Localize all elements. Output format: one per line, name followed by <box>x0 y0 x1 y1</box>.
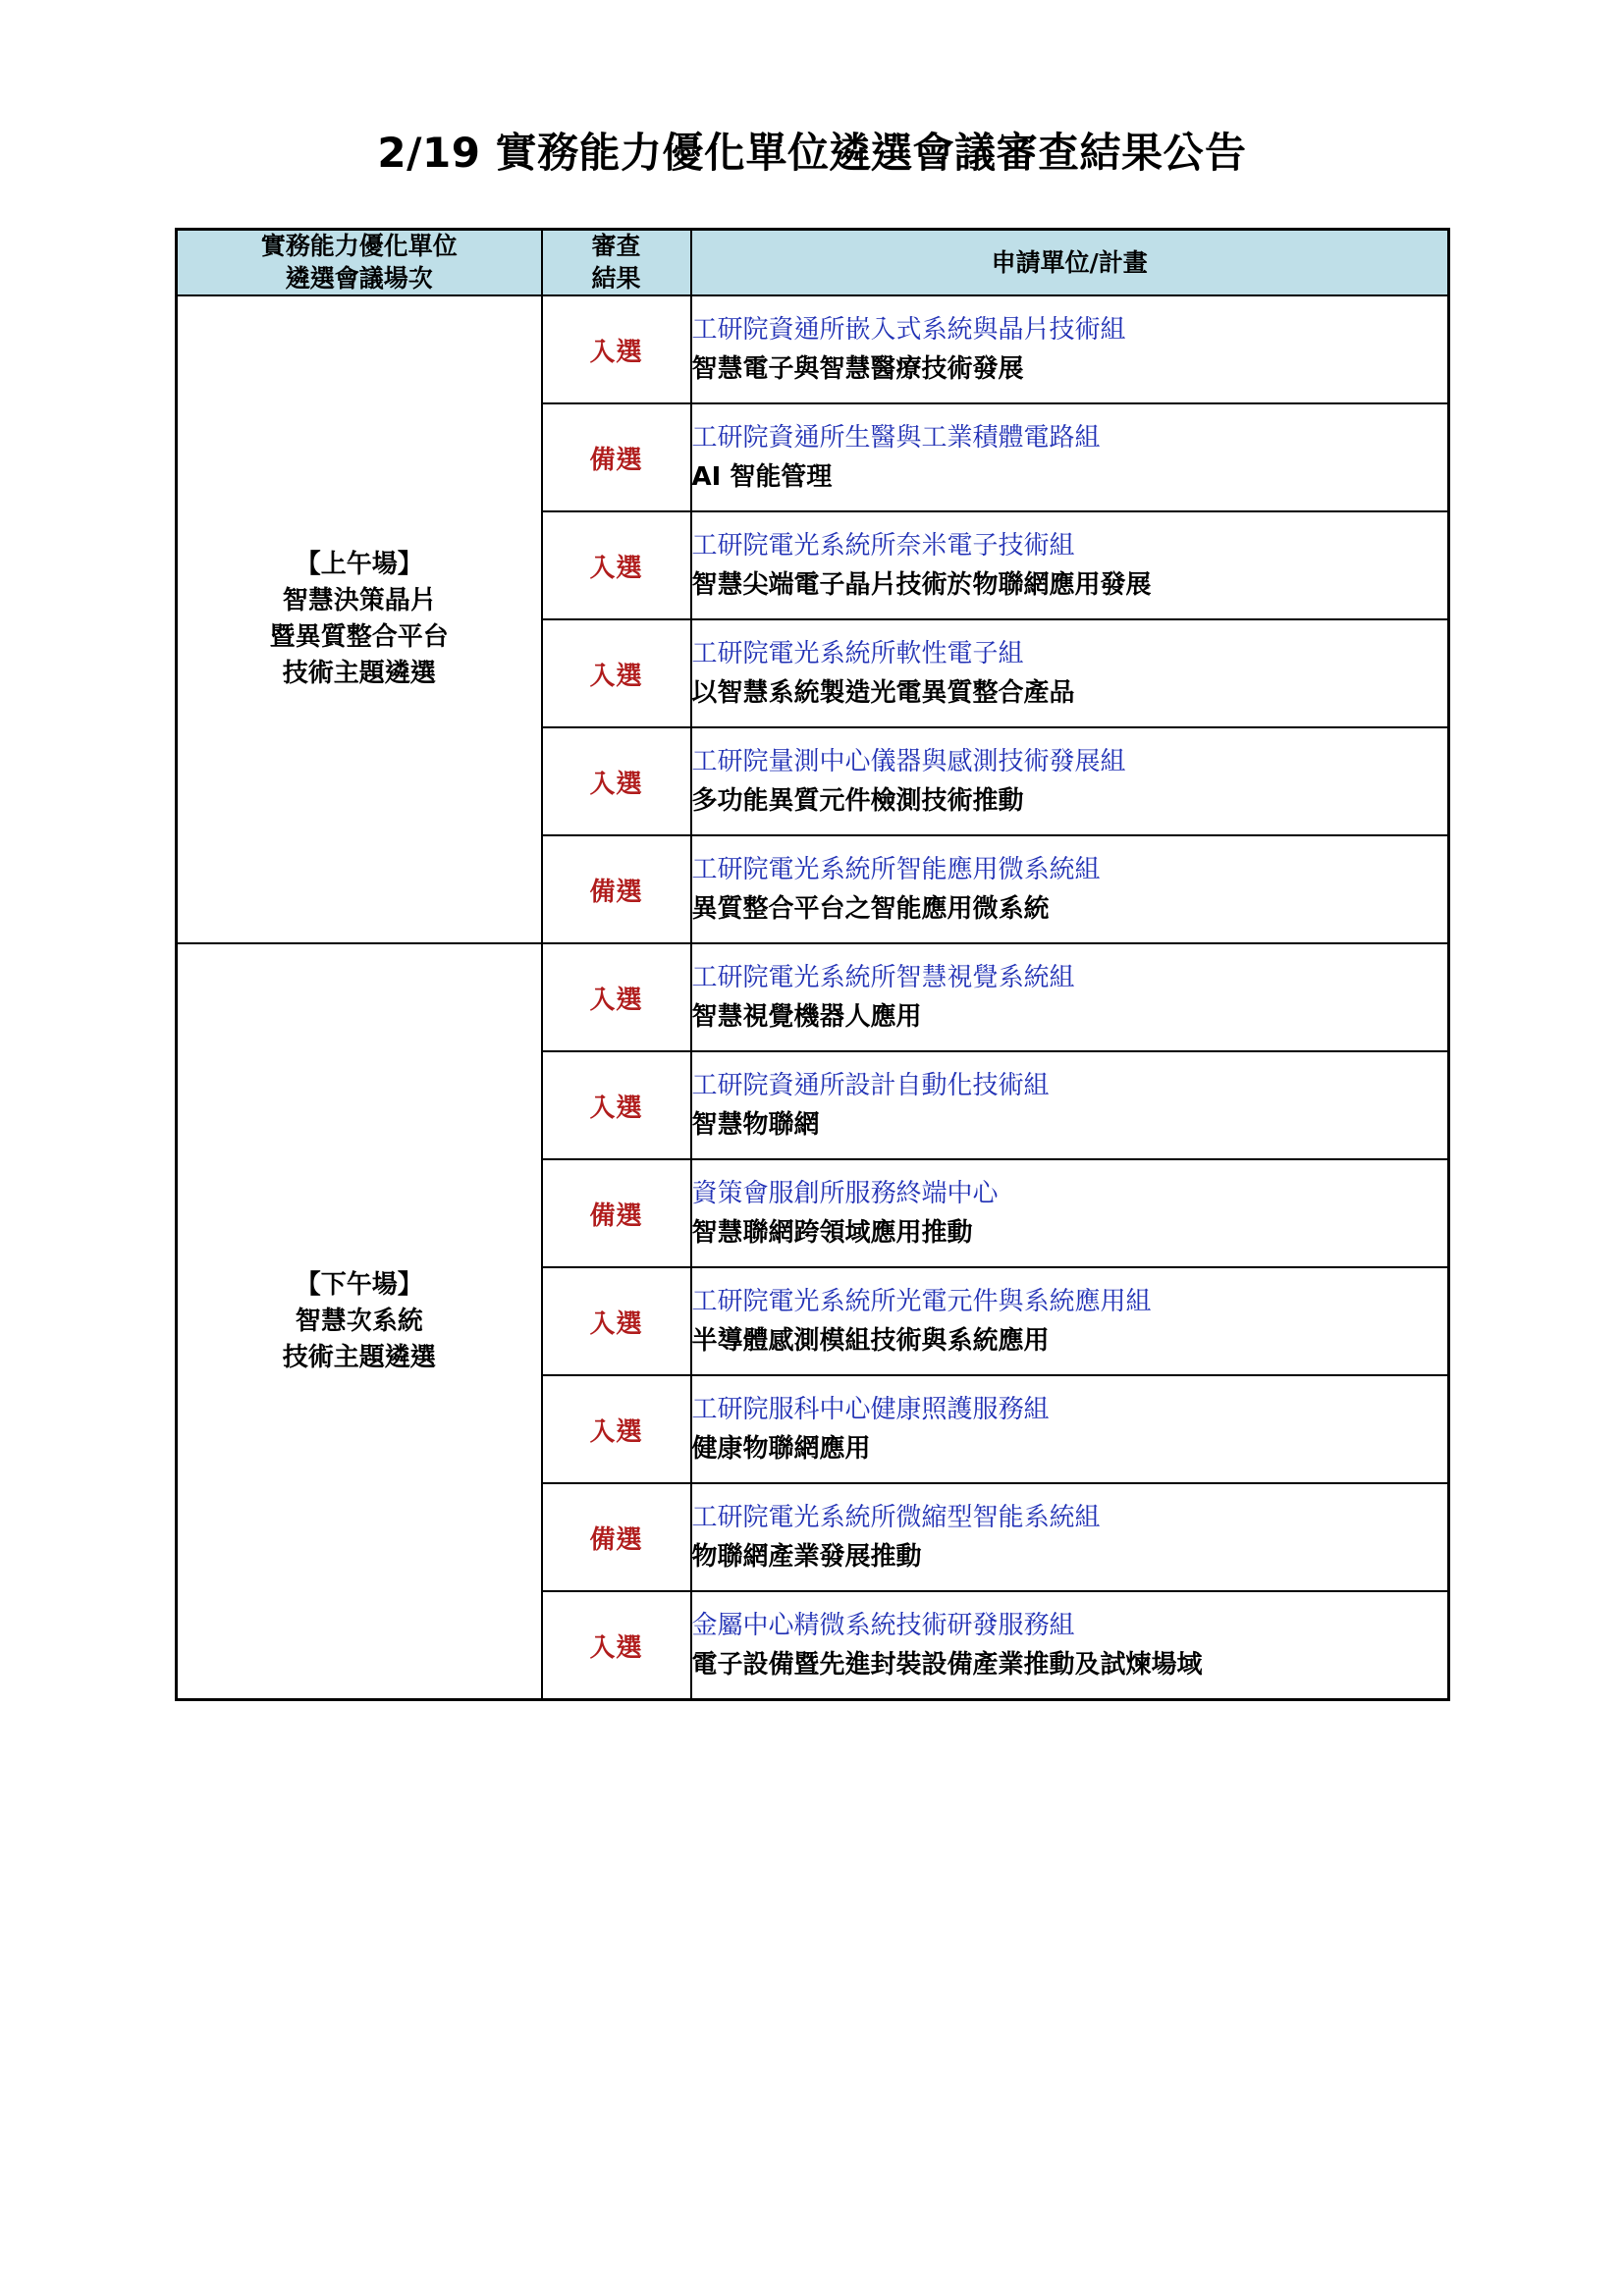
status-badge: 入選 <box>542 943 691 1051</box>
applicant-unit: 工研院電光系統所智能應用微系統組 <box>691 854 1101 884</box>
column-header-session-line1: 實務能力優化單位 <box>260 232 458 261</box>
applicant-unit: 工研院電光系統所智慧視覺系統組 <box>691 962 1075 992</box>
applicant-project: 智慧尖端電子晶片技術於物聯網應用發展 <box>691 570 1152 601</box>
applicant-unit: 工研院資通所設計自動化技術組 <box>691 1070 1050 1100</box>
applicant-cell <box>691 1159 1449 1267</box>
applicant-project: 半導體感測模組技術與系統應用 <box>691 1326 1050 1357</box>
applicant-cell <box>691 727 1449 835</box>
column-header-session <box>177 230 542 296</box>
selection-results-table <box>175 228 1450 1701</box>
status-badge: 入選 <box>542 295 691 403</box>
applicant-cell <box>691 1483 1449 1591</box>
applicant-unit: 工研院電光系統所軟性電子組 <box>691 638 1024 668</box>
status-badge: 入選 <box>542 727 691 835</box>
table-row <box>177 943 1449 1051</box>
table-row <box>177 295 1449 403</box>
table-body <box>177 295 1449 1700</box>
column-header-session-line2: 遴選會議場次 <box>285 263 433 293</box>
applicant-project: AI 智能管理 <box>691 462 833 493</box>
column-header-result <box>542 230 691 296</box>
applicant-cell <box>691 295 1449 403</box>
status-badge: 入選 <box>542 1591 691 1700</box>
applicant-unit: 資策會服創所服務終端中心 <box>691 1178 999 1208</box>
status-badge: 備選 <box>542 403 691 511</box>
applicant-cell <box>691 1591 1449 1700</box>
applicant-cell <box>691 511 1449 619</box>
results-table-container <box>0 228 1624 1701</box>
status-badge: 入選 <box>542 1375 691 1483</box>
status-badge: 備選 <box>542 1483 691 1591</box>
session-label-line: 【下午場】 <box>295 1269 423 1300</box>
applicant-cell <box>691 1051 1449 1159</box>
applicant-project: 多功能異質元件檢測技術推動 <box>691 786 1024 817</box>
column-header-applicant: 申請單位/計畫 <box>691 230 1449 296</box>
applicant-unit: 工研院服科中心健康照護服務組 <box>691 1394 1050 1424</box>
applicant-project: 智慧視覺機器人應用 <box>691 1002 922 1033</box>
session-cell-afternoon <box>177 943 542 1700</box>
applicant-project: 物聯網產業發展推動 <box>691 1542 922 1573</box>
applicant-project: 異質整合平台之智能應用微系統 <box>691 894 1050 925</box>
applicant-cell <box>691 403 1449 511</box>
status-badge: 入選 <box>542 1267 691 1375</box>
applicant-cell <box>691 835 1449 943</box>
session-label-line: 技術主題遴選 <box>282 659 436 689</box>
applicant-unit: 工研院資通所嵌入式系統與晶片技術組 <box>691 314 1126 345</box>
applicant-unit: 金屬中心精微系統技術研發服務組 <box>691 1610 1075 1640</box>
session-cell-morning <box>177 295 542 943</box>
applicant-unit: 工研院資通所生醫與工業積體電路組 <box>691 422 1101 453</box>
applicant-cell <box>691 1375 1449 1483</box>
session-label-line: 技術主題遴選 <box>282 1342 436 1372</box>
applicant-project: 以智慧系統製造光電異質整合產品 <box>691 678 1075 709</box>
table-header-row <box>177 230 1449 296</box>
applicant-project: 健康物聯網應用 <box>691 1434 871 1465</box>
applicant-cell <box>691 943 1449 1051</box>
applicant-project: 智慧電子與智慧醫療技術發展 <box>691 354 1024 385</box>
column-header-result-line2: 結果 <box>591 263 641 293</box>
page-title: 2/19 實務能力優化單位遴選會議審查結果公告 <box>377 129 1247 177</box>
column-header-result-line1: 審查 <box>591 232 641 261</box>
applicant-cell <box>691 619 1449 727</box>
applicant-unit: 工研院電光系統所微縮型智能系統組 <box>691 1502 1101 1532</box>
applicant-unit: 工研院量測中心儀器與感測技術發展組 <box>691 746 1126 776</box>
applicant-unit: 工研院電光系統所光電元件與系統應用組 <box>691 1286 1152 1316</box>
status-badge: 備選 <box>542 835 691 943</box>
session-label-line: 智慧次系統 <box>295 1306 423 1336</box>
applicant-project: 智慧聯網跨領域應用推動 <box>691 1218 973 1249</box>
session-label-line: 暨異質整合平台 <box>269 622 449 653</box>
status-badge: 備選 <box>542 1159 691 1267</box>
status-badge: 入選 <box>542 1051 691 1159</box>
session-label-line: 智慧決策晶片 <box>282 586 436 616</box>
applicant-cell <box>691 1267 1449 1375</box>
applicant-unit: 工研院電光系統所奈米電子技術組 <box>691 530 1075 561</box>
table-header <box>177 230 1449 296</box>
session-label-line: 【上午場】 <box>295 550 423 580</box>
applicant-project: 電子設備暨先進封裝設備產業推動及試煉場域 <box>691 1650 1203 1681</box>
applicant-project: 智慧物聯網 <box>691 1110 820 1141</box>
status-badge: 入選 <box>542 511 691 619</box>
status-badge: 入選 <box>542 619 691 727</box>
